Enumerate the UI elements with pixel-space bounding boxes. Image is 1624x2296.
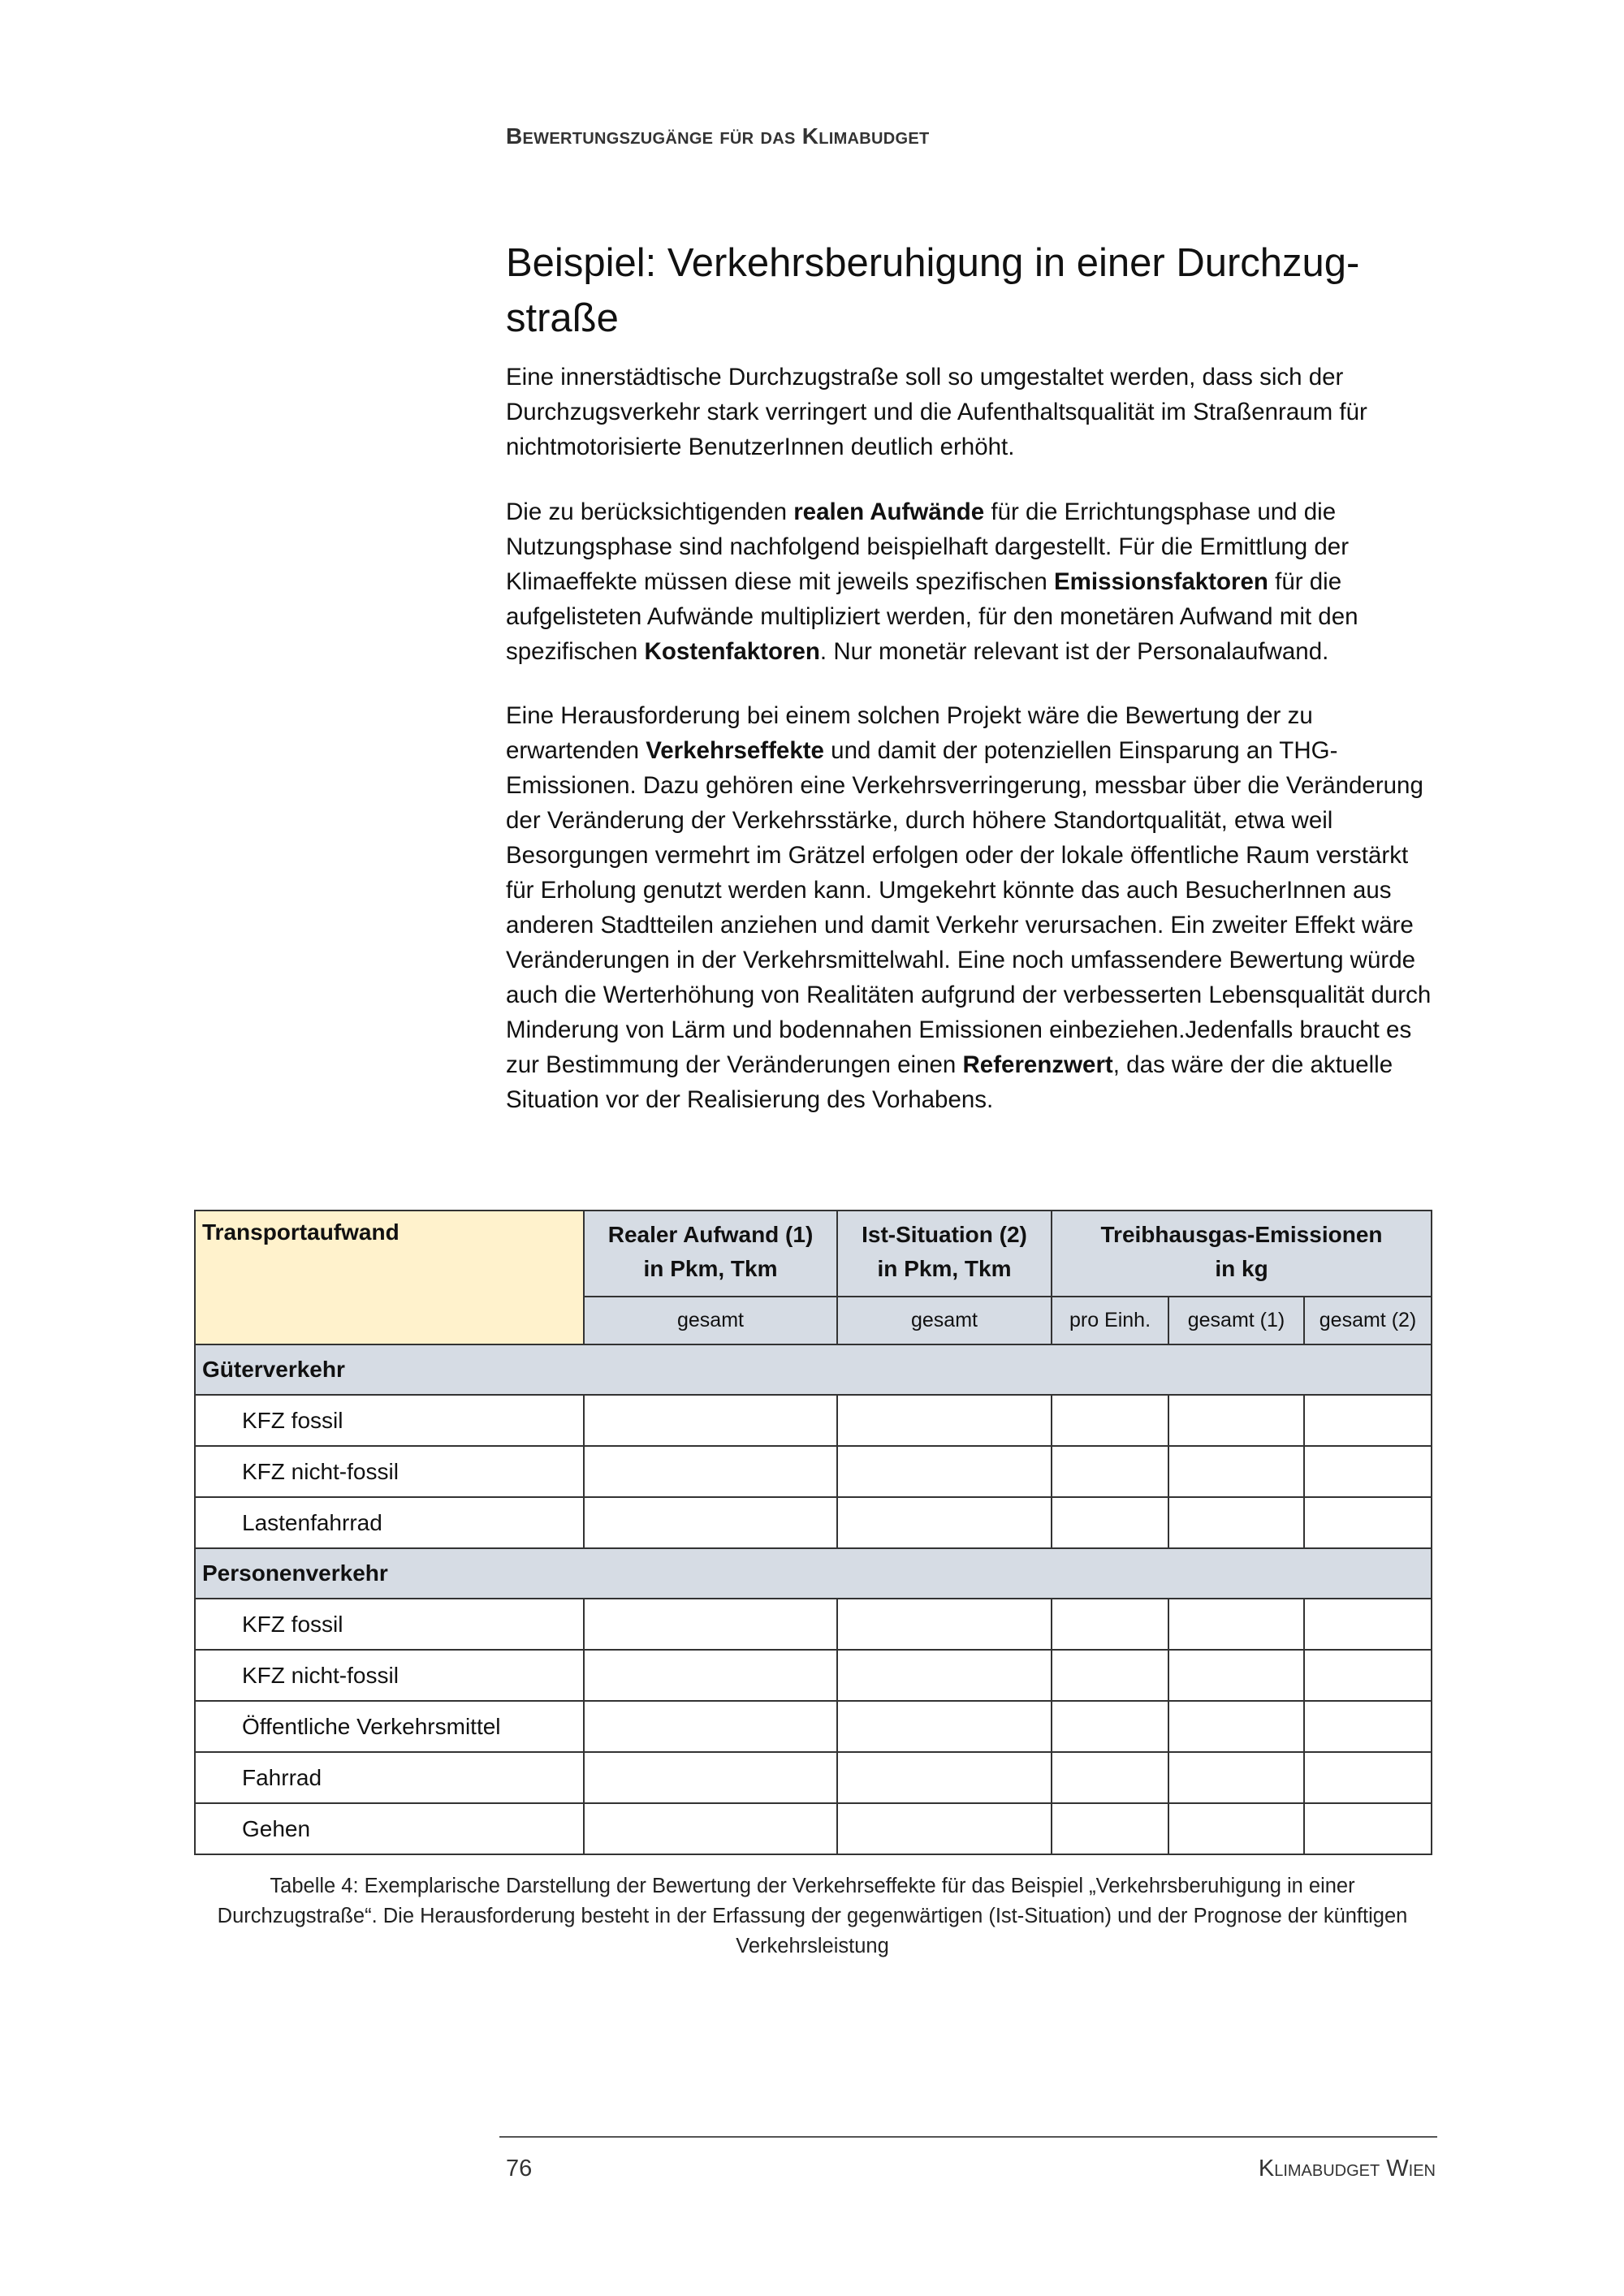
empty-value-cell: [1052, 1497, 1168, 1548]
paragraph-1: [506, 360, 1440, 464]
empty-value-cell: [584, 1497, 837, 1548]
sub-header: gesamt (2): [1304, 1297, 1432, 1344]
empty-value-cell: [1304, 1497, 1432, 1548]
running-header: Bewertungszugänge für das Klimabudget: [506, 123, 930, 149]
empty-value-cell: [1168, 1599, 1304, 1650]
table-row: [195, 1701, 1432, 1752]
column-title: Realer Aufwand (1): [607, 1222, 814, 1247]
table-caption: Tabelle 4: Exemplarische Darstellung der Bewertung der Verkehrseffekte für das Beispiel „Verkehrsberuhigung in einer Durchzugstraße“. Die Herausforderung besteht in der Erfassung der gegenwärtigen (Ist-Situation) und der Prognose der künftigen Verkehrsleistung: [217, 1875, 1408, 1957]
section-label: Personenverkehr: [195, 1548, 1432, 1599]
text-run: und damit der potenziellen Einsparung an THG-Emissionen. Dazu gehören eine Verkehrsverringerung, messbar über die Veränderung der Veränderung der Verkehrsstärke, durch höhere Standortqualität, etwa weil Besorgungen vermehrt im Grätzel erfolgen oder der lokale öffentliche Raum verstärkt für Erholung genutzt werden kann. Umgekehrt könnte das auch BesucherInnen aus anderen Stadtteilen anziehen und damit Verkehr verursachen. Ein zweiter Effekt wäre Veränderungen in der Verkehrsmittelwahl. Eine noch umfassendere Bewertung würde auch die Werterhöhung von Realitäten aufgrund der verbesserten Lebensqualität durch Minderung von Lärm und bodennahen Emissionen einbeziehen.Jedenfalls braucht es zur Bestimmung der Veränderungen einen: [506, 737, 1432, 1078]
column-title: Treibhausgas-Emissionen: [1100, 1222, 1383, 1247]
empty-value-cell: [837, 1752, 1052, 1803]
text-run: für die Errichtungsphase und die Nutzungsphase sind nachfolgend beispielhaft dargestellt. Für die Ermittlung der Klimaeffekte müssen diese mit jeweils spezifischen: [506, 498, 1350, 595]
footer-publication-title: Klimabudget Wien: [1258, 2156, 1436, 2182]
empty-value-cell: [1304, 1650, 1432, 1701]
empty-value-cell: [1052, 1803, 1168, 1854]
row-label: Gehen: [195, 1803, 584, 1854]
empty-value-cell: [1304, 1701, 1432, 1752]
empty-value-cell: [1304, 1446, 1432, 1497]
empty-value-cell: [1168, 1701, 1304, 1752]
row-label: Fahrrad: [195, 1752, 584, 1803]
row-label: KFZ nicht-fossil: [195, 1650, 584, 1701]
empty-value-cell: [1168, 1650, 1304, 1701]
empty-value-cell: [1168, 1497, 1304, 1548]
empty-value-cell: [1304, 1599, 1432, 1650]
text-run: Eine Herausforderung bei einem solchen Projekt wäre die Bewertung der zu erwartenden: [506, 702, 1313, 764]
paragraph-2: [506, 494, 1440, 669]
table-row: [195, 1599, 1432, 1650]
empty-value-cell: [1168, 1803, 1304, 1854]
empty-value-cell: [837, 1701, 1052, 1752]
column-header-ghg-emissions: [1052, 1211, 1432, 1297]
empty-value-cell: [1304, 1395, 1432, 1446]
column-header-real-effort: [584, 1211, 837, 1297]
table-row: [195, 1752, 1432, 1803]
empty-value-cell: [1052, 1650, 1168, 1701]
section-title-text: Beispiel: Verkehrsberuhigung in einer Durchzug-straße: [506, 241, 1360, 340]
emphasized-term: Emissionsfaktoren: [1053, 568, 1268, 595]
table-row: [195, 1497, 1432, 1548]
empty-value-cell: [1304, 1752, 1432, 1803]
text-run: für die aufgelisteten Aufwände multipliziert werden, für den monetären Aufwand mit den spezifischen: [506, 568, 1358, 665]
page-number: 76: [506, 2156, 533, 2182]
empty-value-cell: [1052, 1701, 1168, 1752]
empty-value-cell: [837, 1599, 1052, 1650]
column-unit: in kg: [1215, 1256, 1268, 1281]
empty-value-cell: [1052, 1752, 1168, 1803]
row-label: KFZ nicht-fossil: [195, 1446, 584, 1497]
paragraph-3: [506, 698, 1440, 1117]
section-row: [195, 1548, 1432, 1599]
empty-value-cell: [584, 1395, 837, 1446]
empty-value-cell: [584, 1803, 837, 1854]
table-row: [195, 1446, 1432, 1497]
empty-value-cell: [1052, 1599, 1168, 1650]
empty-value-cell: [1168, 1395, 1304, 1446]
footer-divider: [499, 2136, 1437, 2138]
sub-header: gesamt: [837, 1297, 1052, 1344]
empty-value-cell: [1168, 1446, 1304, 1497]
empty-value-cell: [837, 1395, 1052, 1446]
section-label: Güterverkehr: [195, 1344, 1432, 1395]
empty-value-cell: [584, 1752, 837, 1803]
table-body: [195, 1344, 1432, 1854]
empty-value-cell: [1168, 1752, 1304, 1803]
text-run: . Nur monetär relevant ist der Personalaufwand.: [819, 638, 1329, 665]
empty-value-cell: [1304, 1803, 1432, 1854]
text-run: , das wäre der die aktuelle Situation vor der Realisierung des Vorhabens.: [506, 1051, 1393, 1113]
row-label: Öffentliche Verkehrsmittel: [195, 1701, 584, 1752]
text-run: Die zu berücksichtigenden: [506, 498, 794, 525]
corner-header: Transportaufwand: [195, 1211, 584, 1344]
empty-value-cell: [1052, 1395, 1168, 1446]
empty-value-cell: [584, 1599, 837, 1650]
column-unit: in Pkm, Tkm: [643, 1256, 778, 1281]
row-label: KFZ fossil: [195, 1395, 584, 1446]
emphasized-term: Verkehrseffekte: [646, 737, 824, 764]
text-run: Eine innerstädtische Durchzugstraße soll so umgestaltet werden, dass sich der Durchzugsverkehr stark verringert und die Aufenthaltsqualität im Straßenraum für nichtmotorisierte BenutzerInnen deutlich erhöht.: [506, 364, 1367, 460]
column-unit: in Pkm, Tkm: [877, 1256, 1012, 1281]
section-title: [506, 235, 1440, 346]
emphasized-term: Referenzwert: [962, 1051, 1113, 1078]
sub-header: pro Einh.: [1052, 1297, 1168, 1344]
emphasized-term: realen Aufwände: [793, 498, 985, 525]
empty-value-cell: [837, 1803, 1052, 1854]
empty-value-cell: [837, 1650, 1052, 1701]
column-title: Ist-Situation (2): [862, 1222, 1027, 1247]
empty-value-cell: [584, 1701, 837, 1752]
empty-value-cell: [837, 1497, 1052, 1548]
column-header-actual-situation: [837, 1211, 1052, 1297]
empty-value-cell: [584, 1446, 837, 1497]
emphasized-term: Kostenfaktoren: [644, 638, 820, 665]
sub-header: gesamt (1): [1168, 1297, 1304, 1344]
table-row: [195, 1803, 1432, 1854]
row-label: KFZ fossil: [195, 1599, 584, 1650]
empty-value-cell: [1052, 1446, 1168, 1497]
sub-header: gesamt: [584, 1297, 837, 1344]
section-row: [195, 1344, 1432, 1395]
table-row: [195, 1395, 1432, 1446]
empty-value-cell: [837, 1446, 1052, 1497]
empty-value-cell: [584, 1650, 837, 1701]
table-row: [195, 1650, 1432, 1701]
transport-effort-table: [194, 1210, 1432, 1855]
row-label: Lastenfahrrad: [195, 1497, 584, 1548]
